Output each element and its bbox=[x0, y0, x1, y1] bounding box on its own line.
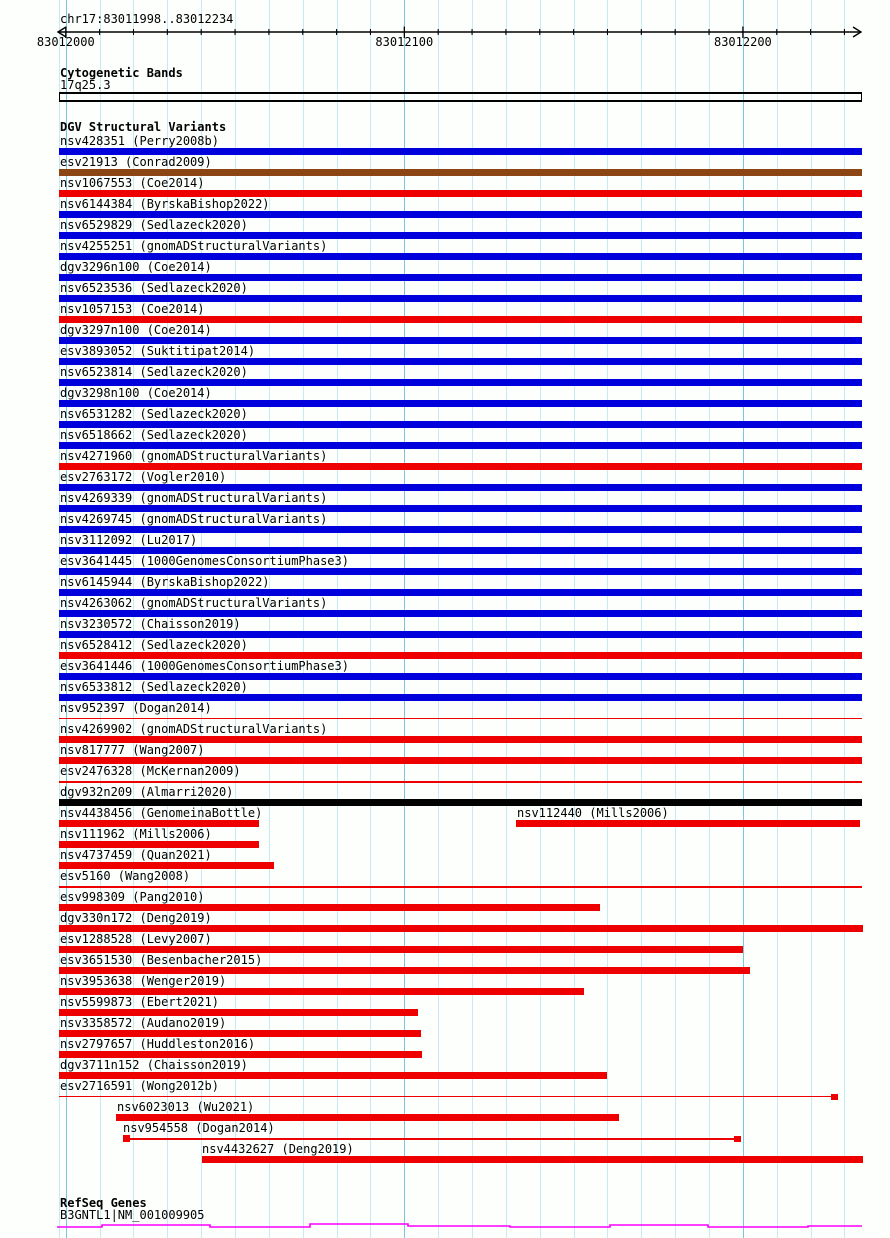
variant-label[interactable]: nsv3230572 (Chaisson2019) bbox=[60, 617, 241, 631]
ruler-tick-label: 83012000 bbox=[36, 35, 95, 49]
gridline bbox=[540, 0, 541, 1238]
variant-label[interactable]: esv5160 (Wang2008) bbox=[60, 869, 191, 883]
variant-bar[interactable] bbox=[59, 736, 862, 743]
variant-bar[interactable] bbox=[59, 463, 862, 470]
variant-bar[interactable] bbox=[59, 232, 862, 239]
variant-bar[interactable] bbox=[59, 421, 862, 428]
variant-bar[interactable] bbox=[59, 379, 862, 386]
variant-bar[interactable] bbox=[59, 652, 862, 659]
variant-bar[interactable] bbox=[59, 673, 862, 680]
gridline bbox=[472, 0, 473, 1238]
variant-label[interactable]: dgv3298n100 (Coe2014) bbox=[60, 386, 212, 400]
ruler-tick-label: 83012200 bbox=[713, 35, 772, 49]
variant-bar[interactable] bbox=[59, 631, 862, 638]
variant-label[interactable]: nsv3112092 (Lu2017) bbox=[60, 533, 198, 547]
variant-label[interactable]: nsv1067553 (Coe2014) bbox=[60, 176, 205, 190]
variant-bar[interactable] bbox=[59, 799, 862, 806]
gridline bbox=[641, 0, 642, 1238]
variant-bar[interactable] bbox=[202, 1156, 863, 1163]
variant-label[interactable]: nsv1057153 (Coe2014) bbox=[60, 302, 205, 316]
variant-label[interactable]: nsv4255251 (gnomADStructuralVariants) bbox=[60, 239, 328, 253]
variant-bar[interactable] bbox=[59, 190, 862, 197]
variant-bar[interactable] bbox=[59, 967, 750, 974]
variant-label[interactable]: nsv952397 (Dogan2014) bbox=[60, 701, 212, 715]
cytoband-name[interactable]: 17q25.3 bbox=[60, 78, 111, 92]
variant-bar[interactable] bbox=[59, 274, 862, 281]
variant-line[interactable] bbox=[59, 781, 862, 783]
variant-label[interactable]: esv2716591 (Wong2012b) bbox=[60, 1079, 219, 1093]
variant-label[interactable]: dgv3296n100 (Coe2014) bbox=[60, 260, 212, 274]
variant-bar[interactable] bbox=[59, 1009, 418, 1016]
variant-label[interactable]: nsv6145944 (ByrskaBishop2022) bbox=[60, 575, 270, 589]
variant-label[interactable]: nsv6518662 (Sedlazeck2020) bbox=[60, 428, 248, 442]
variant-bar[interactable] bbox=[59, 820, 259, 827]
variant-bar[interactable] bbox=[59, 505, 862, 512]
variant-label[interactable]: dgv932n209 (Almarri2020) bbox=[60, 785, 234, 799]
gridline bbox=[438, 0, 439, 1238]
region-title: chr17:83011998..83012234 bbox=[60, 12, 234, 26]
variant-label[interactable]: esv3893052 (Suktitipat2014) bbox=[60, 344, 256, 358]
variant-line[interactable] bbox=[59, 1096, 838, 1097]
variant-bar[interactable] bbox=[59, 400, 862, 407]
variant-bar[interactable] bbox=[59, 589, 862, 596]
variant-endpoint[interactable] bbox=[831, 1094, 838, 1100]
variant-label[interactable]: esv3651530 (Besenbacher2015) bbox=[60, 953, 263, 967]
variant-bar[interactable] bbox=[59, 442, 862, 449]
gridline bbox=[675, 0, 676, 1238]
variant-bar[interactable] bbox=[59, 295, 862, 302]
variant-label[interactable]: nsv817777 (Wang2007) bbox=[60, 743, 205, 757]
gridline bbox=[574, 0, 575, 1238]
variant-bar[interactable] bbox=[59, 988, 584, 995]
variant-label[interactable]: nsv6533812 (Sedlazeck2020) bbox=[60, 680, 248, 694]
refseq-section-title: RefSeq Genes bbox=[60, 1196, 147, 1210]
variant-label[interactable]: nsv4737459 (Quan2021) bbox=[60, 848, 212, 862]
variant-label[interactable]: nsv4432627 (Deng2019) bbox=[202, 1142, 354, 1156]
variant-bar[interactable] bbox=[59, 1030, 421, 1037]
variant-label[interactable]: dgv330n172 (Deng2019) bbox=[60, 911, 212, 925]
variant-label[interactable]: nsv4269745 (gnomADStructuralVariants) bbox=[60, 512, 328, 526]
variant-label[interactable]: dgv3711n152 (Chaisson2019) bbox=[60, 1058, 248, 1072]
variant-bar[interactable] bbox=[59, 211, 862, 218]
variant-bar[interactable] bbox=[59, 1051, 422, 1058]
variant-line[interactable] bbox=[123, 1138, 741, 1140]
variant-bar[interactable] bbox=[59, 316, 862, 323]
variant-label[interactable]: dgv3297n100 (Coe2014) bbox=[60, 323, 212, 337]
variant-label[interactable]: nsv3953638 (Wenger2019) bbox=[60, 974, 227, 988]
variant-bar[interactable] bbox=[516, 820, 860, 827]
variant-bar[interactable] bbox=[59, 1072, 607, 1079]
variant-label[interactable]: nsv6144384 (ByrskaBishop2022) bbox=[60, 197, 270, 211]
variant-bar[interactable] bbox=[59, 694, 862, 701]
gridline bbox=[811, 0, 812, 1238]
gridline bbox=[506, 0, 507, 1238]
gridline bbox=[709, 0, 710, 1238]
cytoband-section-title: Cytogenetic Bands bbox=[60, 66, 183, 80]
variant-label[interactable]: esv998309 (Pang2010) bbox=[60, 890, 205, 904]
variant-label[interactable]: nsv5599873 (Ebert2021) bbox=[60, 995, 219, 1009]
ruler-tick-label: 83012100 bbox=[375, 35, 434, 49]
variant-bar[interactable] bbox=[59, 337, 862, 344]
variant-bar[interactable] bbox=[59, 946, 743, 953]
variant-bar[interactable] bbox=[59, 757, 862, 764]
variant-bar[interactable] bbox=[59, 547, 862, 554]
variant-label[interactable]: nsv111962 (Mills2006) bbox=[60, 827, 212, 841]
gridline bbox=[777, 0, 778, 1238]
variant-label[interactable]: nsv6529829 (Sedlazeck2020) bbox=[60, 218, 248, 232]
variant-bar[interactable] bbox=[59, 925, 863, 932]
gridline bbox=[607, 0, 608, 1238]
variant-label[interactable]: nsv6528412 (Sedlazeck2020) bbox=[60, 638, 248, 652]
variant-endpoint[interactable] bbox=[734, 1136, 741, 1142]
variant-label[interactable]: esv1288528 (Levy2007) bbox=[60, 932, 212, 946]
variant-bar[interactable] bbox=[59, 358, 862, 365]
variant-label[interactable]: esv2763172 (Vogler2010) bbox=[60, 470, 227, 484]
variant-label[interactable]: esv21913 (Conrad2009) bbox=[60, 155, 212, 169]
variant-line[interactable] bbox=[59, 886, 862, 888]
variant-line[interactable] bbox=[59, 718, 862, 719]
variant-label[interactable]: nsv6523814 (Sedlazeck2020) bbox=[60, 365, 248, 379]
variant-label[interactable]: nsv6023013 (Wu2021) bbox=[117, 1100, 255, 1114]
refseq-gene-name[interactable]: B3GNTL1|NM_001009905 bbox=[60, 1208, 205, 1222]
variant-label[interactable]: nsv6523536 (Sedlazeck2020) bbox=[60, 281, 248, 295]
variant-label[interactable]: nsv2797657 (Huddleston2016) bbox=[60, 1037, 256, 1051]
variant-endpoint[interactable] bbox=[123, 1135, 130, 1142]
variant-label[interactable]: nsv4438456 (GenomeinaBottle) bbox=[60, 806, 263, 820]
variant-bar[interactable] bbox=[59, 526, 862, 533]
gridline bbox=[743, 0, 744, 1238]
variant-bar[interactable] bbox=[59, 169, 862, 176]
variant-label[interactable]: esv3641446 (1000GenomesConsortiumPhase3) bbox=[60, 659, 349, 673]
variant-label[interactable]: nsv954558 (Dogan2014) bbox=[123, 1121, 275, 1135]
variant-label[interactable]: nsv112440 (Mills2006) bbox=[517, 806, 669, 820]
variant-label[interactable]: esv3641445 (1000GenomesConsortiumPhase3) bbox=[60, 554, 349, 568]
variant-bar[interactable] bbox=[59, 568, 862, 575]
variant-label[interactable]: nsv4263062 (gnomADStructuralVariants) bbox=[60, 596, 328, 610]
variant-bar[interactable] bbox=[59, 148, 862, 155]
cytoband-box[interactable] bbox=[59, 92, 862, 102]
variant-bar[interactable] bbox=[59, 904, 600, 911]
variant-label[interactable]: nsv428351 (Perry2008b) bbox=[60, 134, 219, 148]
variant-label[interactable]: esv2476328 (McKernan2009) bbox=[60, 764, 241, 778]
refseq-gene-line[interactable] bbox=[57, 1224, 862, 1227]
variant-bar[interactable] bbox=[116, 1114, 619, 1121]
variant-label[interactable]: nsv4269902 (gnomADStructuralVariants) bbox=[60, 722, 328, 736]
variant-label[interactable]: nsv3358572 (Audano2019) bbox=[60, 1016, 227, 1030]
gridline bbox=[844, 0, 845, 1238]
variant-bar[interactable] bbox=[59, 253, 862, 260]
dgv-section-title: DGV Structural Variants bbox=[60, 120, 227, 134]
variant-bar[interactable] bbox=[59, 610, 862, 617]
variant-bar[interactable] bbox=[59, 484, 862, 491]
variant-bar[interactable] bbox=[59, 862, 274, 869]
variant-label[interactable]: nsv4271960 (gnomADStructuralVariants) bbox=[60, 449, 328, 463]
variant-bar[interactable] bbox=[59, 841, 259, 848]
variant-label[interactable]: nsv4269339 (gnomADStructuralVariants) bbox=[60, 491, 328, 505]
variant-label[interactable]: nsv6531282 (Sedlazeck2020) bbox=[60, 407, 248, 421]
